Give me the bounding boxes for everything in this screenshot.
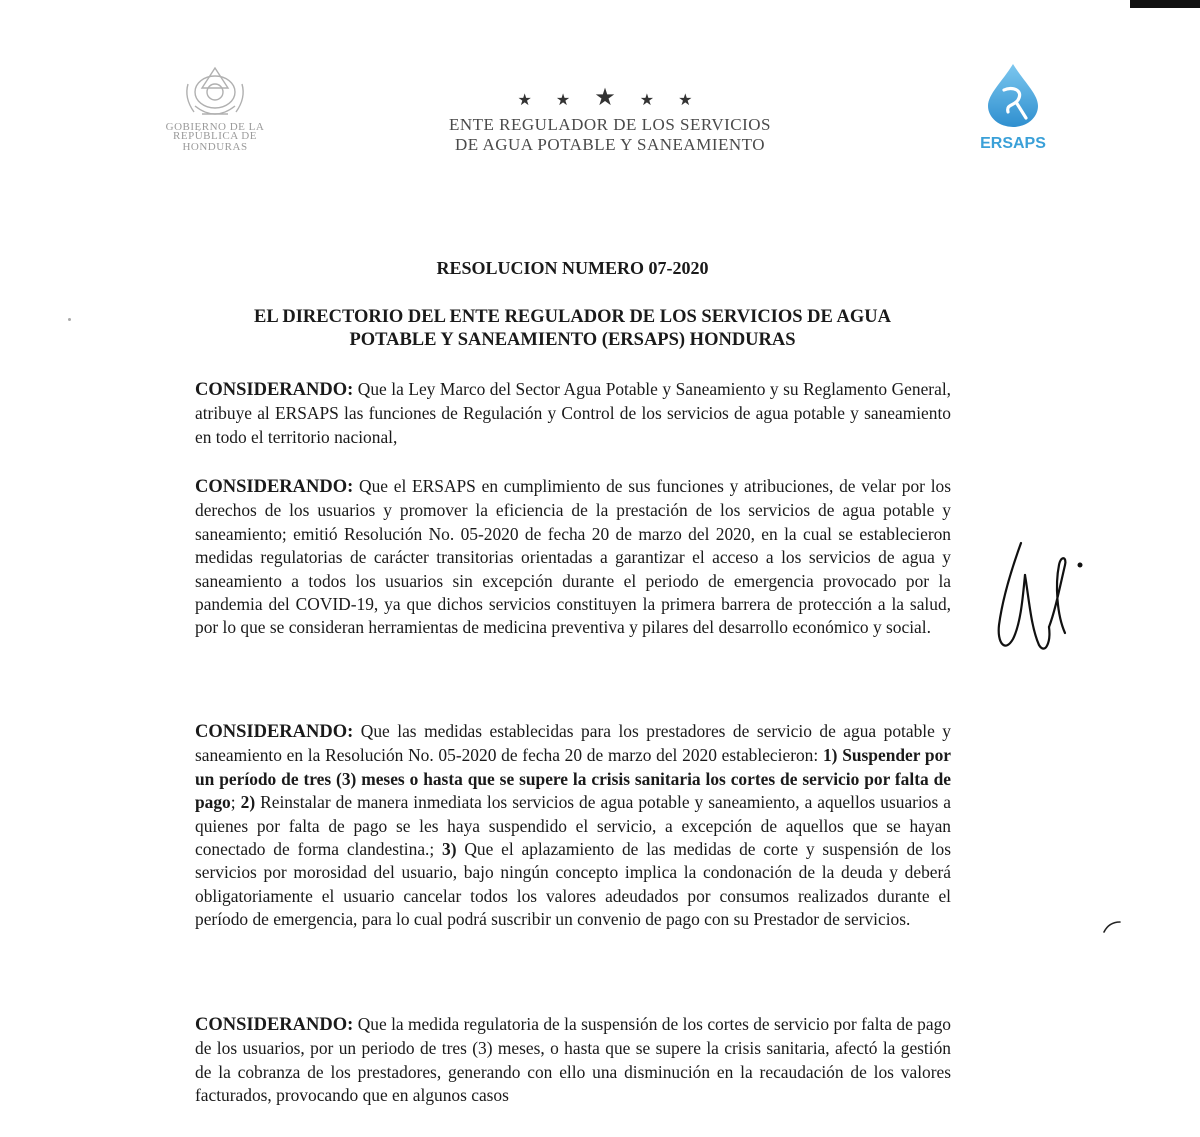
directorio-heading: [195, 306, 950, 352]
considerando-paragraph-1: [195, 378, 951, 449]
considerando-paragraph-2: [195, 475, 951, 640]
agency-line-2: DE AGUA POTABLE Y SANEAMIENTO: [454, 135, 765, 154]
considerando-paragraph-4: [195, 1013, 951, 1108]
paragraph-3-measure-2: Reinstalar de manera inmediata los servicios de agua potable y saneamiento, a aquellos usuarios a quienes por falta de pago se les haya suspendido el servicio, a excepción de aquellos que se hayan conectado de forma clandestina.;: [195, 792, 951, 860]
considerando-label: CONSIDERANDO:: [195, 1015, 354, 1035]
paragraph-3-num-3: 3): [442, 839, 457, 860]
scan-edge: [1130, 0, 1200, 8]
paragraph-2-text: Que el ERSAPS en cumplimiento de sus funciones y atribuciones, de velar por los derechos de los usuarios y promover la eficiencia de la prestación de los servicios de agua potable y saneamiento; emitió Resolución No. 05-2020 de fecha 20 de marzo del 2020, en la cual se establecieron medidas regulatorias de carácter transitorias orientadas a garantizar el acceso a los servicios de agua y saneamiento a todos los usuarios sin excepción durante el periodo de emergencia provocado por la pandemia del COVID-19, ya que dichos servicios constituyen la primera barrera de protección a la salud, por lo que se consideran herramientas de medicina preventiva y pilares del desarrollo económico y social.: [195, 476, 951, 638]
handwritten-initials-signature: [985, 535, 1095, 665]
paragraph-3-sep: ;: [230, 792, 241, 813]
gov-line-2: REPÚBLICA DE HONDURAS: [173, 130, 257, 153]
paragraph-3-measure-1: 1) Suspender por un período de tres (3) meses o hasta que se supere la crisis sanitaria los cortes de servicio por falta de pago: [195, 745, 951, 813]
margin-mark: [1102, 918, 1122, 934]
agency-header: [380, 85, 840, 155]
paragraph-4-text: Que la medida regulatoria de la suspensión de los cortes de servicio por falta de pago de los usuarios, por un periodo de tres (3) meses, o hasta que se supere la crisis sanitaria, afectó la gestión de la cobranza de los prestadores, generando con ello una disminución en la recaudación de los valores facturados, provocando que en algunos casos: [195, 1014, 951, 1106]
considerando-label: CONSIDERANDO:: [195, 380, 354, 400]
considerando-label: CONSIDERANDO:: [195, 477, 354, 497]
paragraph-1-text: Que la Ley Marco del Sector Agua Potable y Saneamiento y su Reglamento General, atribuye al ERSAPS las funciones de Regulación y Control de los servicios de agua potable y saneamiento en todo el territorio nacional,: [195, 379, 951, 447]
directorio-line-1: EL DIRECTORIO DEL ENTE REGULADOR DE LOS SERVICIOS DE AGUA: [254, 307, 891, 327]
ersaps-logo: [968, 62, 1058, 153]
directorio-line-2: POTABLE Y SANEAMIENTO (ERSAPS) HONDURAS: [349, 330, 796, 350]
coat-of-arms-icon: [180, 62, 250, 124]
gov-line-1: GOBIERNO DE LA: [165, 121, 265, 133]
agency-line-1: ENTE REGULADOR DE LOS SERVICIOS: [448, 115, 772, 134]
considerando-paragraph-3: [195, 720, 951, 932]
water-drop-icon: [982, 62, 1044, 128]
considerando-label: CONSIDERANDO:: [195, 722, 354, 742]
paragraph-3-num-2: 2): [240, 792, 256, 813]
paragraph-3-intro: Que las medidas establecidas para los prestadores de servicio de agua potable y saneamiento en la Resolución No. 05-2020 de fecha 20 de marzo del 2020 establecieron:: [195, 721, 951, 766]
scan-speck: [68, 318, 71, 321]
resolution-title: RESOLUCION NUMERO 07-2020: [436, 258, 709, 278]
stars-icon: ★ ★ ★ ★ ★: [517, 85, 703, 111]
paragraph-3-measure-3: Que el aplazamiento de las medidas de corte y suspensión de los servicios por morosidad del usuario, bajo ningún concepto implica la condonación de la deuda y deberá obligatoriamente el usuario cancelar todos los valores adeudados por consumos realizados durante el período de emergencia, para lo cual podrá suscribir un convenio de pago con su Prestador de servicios.: [195, 839, 951, 930]
government-logo: [150, 62, 280, 153]
ersaps-logo-text: ERSAPS: [980, 135, 1046, 152]
